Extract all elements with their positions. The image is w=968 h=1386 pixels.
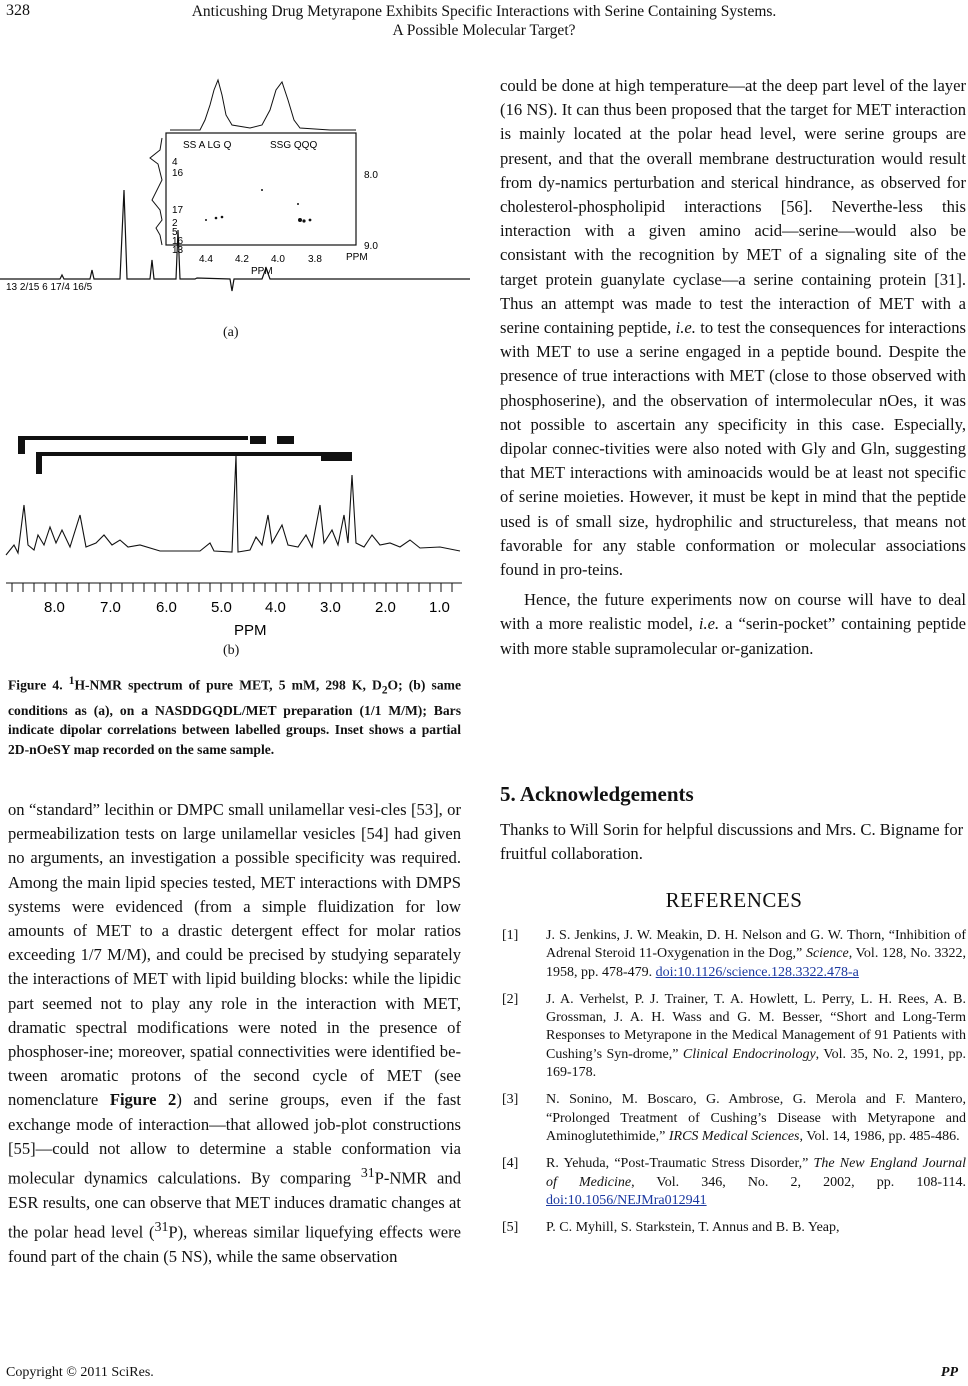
- doi-link[interactable]: doi:10.1126/science.128.3322.478-a: [655, 964, 859, 980]
- corr-bar-block-1: [250, 436, 266, 444]
- svg-text:4: 4: [172, 157, 178, 168]
- corr-bar-top: [18, 436, 248, 440]
- svg-text:8.0: 8.0: [44, 599, 65, 616]
- reference-item: [1] J. S. Jenkins, J. W. Meakin, D. H. Nelson and G. W. Thorn, “Inhibition of Adrenal Steroid 11-Oxygenation in the Dog,” Science, Vol. 128, No. 3322, 1958, pp. 478-479. doi:10.1126/science.128.3322.478-a: [502, 928, 966, 980]
- inset-cross-peaks: [205, 189, 311, 223]
- spectrum-b-x-ticks: [44, 599, 450, 616]
- svg-text:17: 17: [172, 205, 184, 216]
- page-number: 328: [6, 2, 30, 19]
- footer-journal: PP: [940, 1365, 958, 1380]
- corr-bar-second: [36, 452, 321, 456]
- reference-item: [2] J. A. Verhelst, P. J. Trainer, T. A. Howlett, L. Perry, L. H. Rees, A. B. Grossman, J. A. H. Wass and G. M. Besser, “Short and Long-Term Responses to Metyrapone in the Medical Management of 91 Patients with Cushing’s Syn-drome,” Clinical Endocrinology, Vol. 35, No. 2, 1991, pp. 169-178.: [502, 991, 966, 1081]
- inset-header-right: SSG QQQ: [270, 140, 318, 151]
- inset-ppm-bottom: PPM: [251, 266, 273, 277]
- svg-text:16: 16: [172, 236, 184, 247]
- running-title-line1: Anticushing Drug Metyrapone Exhibits Specific Interactions with Serine Containing Systems.: [191, 3, 777, 20]
- spectrum-b-trace: [6, 455, 460, 555]
- acknowledgements-heading: 5. Acknowledgements: [500, 782, 694, 806]
- corr-bar-block-3: [321, 452, 352, 461]
- svg-text:4.4: 4.4: [199, 254, 213, 265]
- references-heading: REFERENCES: [665, 888, 803, 912]
- figure-4b-label: (b): [223, 643, 240, 658]
- inset-left-labels: [172, 157, 184, 256]
- right-column-text: [500, 74, 966, 661]
- svg-text:3.8: 3.8: [308, 254, 322, 265]
- inset-right-label-1: 8.0: [364, 170, 378, 181]
- inset-header-left: SS A LG Q: [183, 140, 232, 151]
- figure-4a-label: (a): [223, 325, 239, 340]
- svg-text:2.0: 2.0: [375, 599, 396, 616]
- references-list: [500, 927, 966, 1246]
- acknowledgements-text: Thanks to Will Sorin for helpful discussions and Mrs. C. Bigname for fruitful collaboration.: [500, 820, 964, 864]
- inset-right-label-2: 9.0: [364, 241, 378, 252]
- svg-text:4.0: 4.0: [265, 599, 286, 616]
- spectrum-a-bottom-labels: 13 2/15 6 17/4 16/5: [6, 282, 93, 293]
- left-column-text: [8, 798, 461, 1269]
- doi-link[interactable]: doi:10.1056/NEJMra012941: [546, 1192, 707, 1208]
- svg-text:4.0: 4.0: [271, 254, 285, 265]
- reference-item: [3] N. Sonino, M. Boscaro, G. Ambrose, G. Merola and F. Mantero, “Prolonged Treatment of Cushing’s Disease with Metyrapone and Aminoglutethimide,” IRCS Medical Sciences, Vol. 14, 1986, pp. 485-486.: [502, 1092, 966, 1144]
- spectrum-b-minor-ticks: [12, 583, 452, 592]
- figure-4a-spectrum: [0, 70, 470, 295]
- svg-text:6.0: 6.0: [156, 599, 177, 616]
- svg-text:4.2: 4.2: [235, 254, 249, 265]
- reference-item: [4] R. Yehuda, “Post-Traumatic Stress Disorder,” The New England Journal of Medicine, Vol. 346, No. 2, 2002, pp. 108-114. doi:10.1056/NEJMra012941: [502, 1156, 967, 1208]
- svg-text:7.0: 7.0: [100, 599, 121, 616]
- spectrum-b-ppm: PPM: [234, 622, 267, 639]
- right-paragraph-2: Hence, the future experiments now on course will have to deal with a more realistic model, i.e. a “serin-pocket” containing peptide with more stable supramolecular or-ganization.: [500, 590, 966, 658]
- inset-top-projection: [170, 80, 356, 130]
- svg-text:3.0: 3.0: [320, 599, 341, 616]
- corr-bar-block-2: [277, 436, 294, 444]
- reference-item: [5] P. C. Myhill, S. Starkstein, T. Annus and B. B. Yeap,: [502, 1220, 840, 1236]
- svg-text:5: 5: [172, 227, 178, 238]
- figure-4-caption: Figure 4. $^1$H-NMR spectrum of pure MET, 5 mM, 298 K, $D_2O$; (b) same conditions as (a), on a NASDDGQDL/MET preparation (1/1 M/M); Bars indicate dipolar correlations between labelled groups. Inset shows a partial 2D-nOeSY map recorded on the same sample.: [8, 675, 461, 757]
- svg-text:13: 13: [172, 245, 184, 256]
- inset-x-ticks: [199, 254, 322, 265]
- svg-text:16: 16: [172, 168, 184, 179]
- svg-text:1.0: 1.0: [429, 599, 450, 616]
- inset-ppm-right: PPM: [346, 252, 368, 263]
- running-title-line2: A Possible Molecular Target?: [392, 22, 576, 39]
- footer-copyright: Copyright © 2011 SciRes.: [6, 1365, 154, 1380]
- svg-text:5.0: 5.0: [211, 599, 232, 616]
- left-paragraph: on “standard” lecithin or DMPC small unilamellar vesi-cles [53], or permeabilization tests on large unilamellar vesicles [54] had given no arguments, an investigation a possible specificity was required. Among the main lipid species tested, MET interactions with DMPS systems were evidenced (from a simple fluidization for low amounts of MET to a drastic detergent effect for molar ratios exceeding 1/7 M/M), and could be precised by studying separately the interactions of MET with lipid building blocks: while the lipidic part seemed not to play any role in the interaction with MET, dramatic spectral modifications were noted in the presence of phosphoser-ine; moreover, spatial connectivities were identified be-tween aromatic protons of the second cycle of MET (see nomenclature Figure 2) and serine groups, even if the fast exchange mode of interaction—that allowed job-plot constructions [55]—could not allow to determine a stable conformation via molecular dynamics calculations. By comparing $^{31}$P-NMR and ESR results, one can observe that MET induces dramatic changes at the polar head level ($^{31}$P), whereas similar liquefying effects were found part of the chain (5 NS), while the same observation: [8, 800, 462, 1266]
- spectrum-a-trace: [0, 190, 470, 291]
- right-paragraph-1: could be done at high temperature—at the deep part level of the layer (16 NS). It can thus been proposed that the target for MET interaction is mainly located at the polar head level, were serine groups are present, and that the overall membrane destructuration would result from dy-namics perturbation and sterical hindrance, as observed for cholesterol-phospholipid interactions [56]. Neverthe-less this interaction with a given amino acid—serine—would also be consistant with the recognition by MET of a signaling site of the target protein guanylate cyclase—a serine containing protein [31]. Thus an attempt was made to test the interaction of MET with a serine containing peptide, i.e. to test the consequences for interactions with MET to use a serine engaged in a peptide bound. Despite the presence of true interactions with MET (close to those observed with phosphoserine), and the observation of intermolecular nOes, it was not possible to ascertain any specificity in this case. Especially, dipolar connec-tivities were also noted with Gly and Gln, suggesting that MET interactions with aminoacids would be at least not specific of serine moieties. However, it must be kept in mind that the peptide used is of small size, hydrophilic and structureless, that means not favorable for any stable conformation or molecular associations found in pro-teins.: [500, 76, 966, 580]
- svg-text:2: 2: [172, 218, 178, 229]
- figure-4b-spectrum: [0, 395, 470, 640]
- inset-left-projection: [150, 138, 162, 245]
